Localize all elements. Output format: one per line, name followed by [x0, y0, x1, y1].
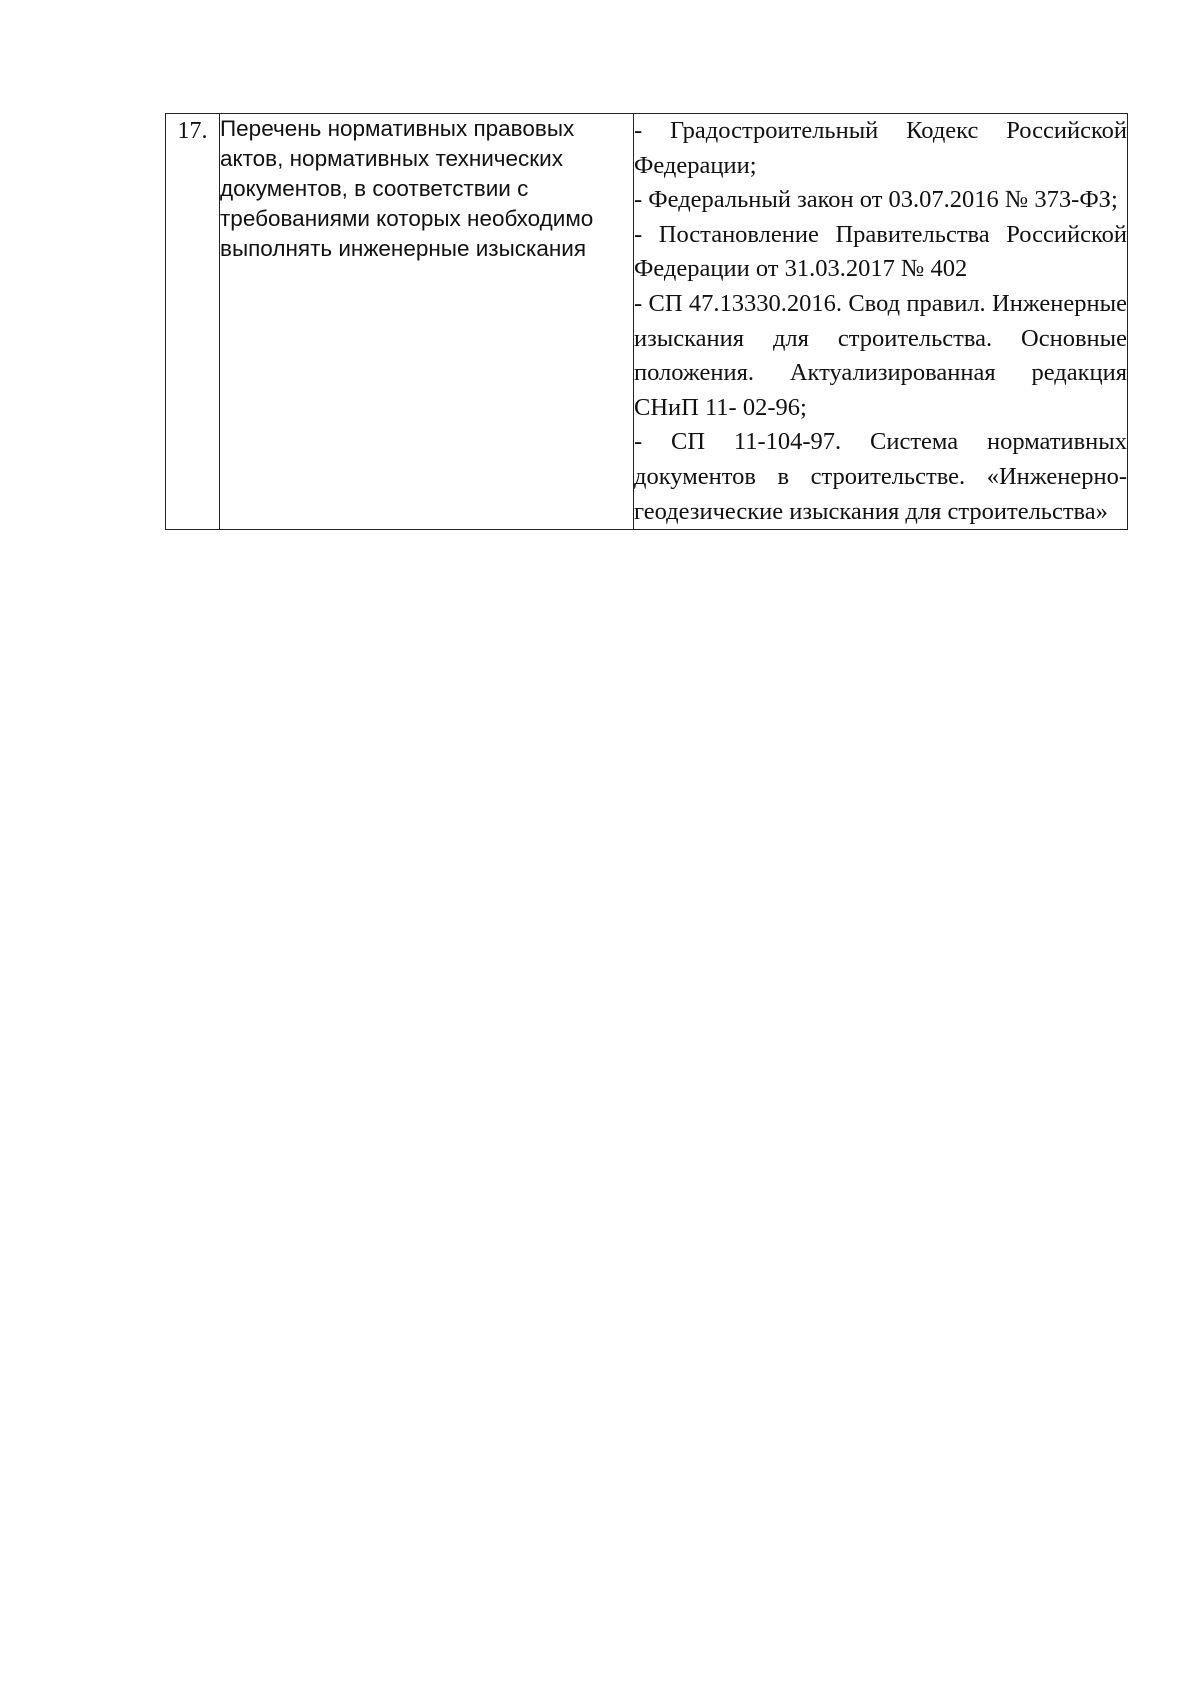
regulations-list [634, 114, 1128, 530]
list-item: - Градостроительный Кодекс Российской Федерации; [634, 117, 1127, 179]
list-item: - Федеральный закон от 03.07.2016 № 373-ФЗ; [634, 186, 1118, 214]
row-title: Перечень нормативных правовых актов, нормативных технических документов, в соответствии с требованиями которых необходимо выполнять инженерные изыскания [220, 114, 634, 530]
requirements-table [165, 113, 1128, 530]
table-row [166, 114, 1128, 530]
list-item: - СП 11-104-97. Система нормативных документов в строительстве. «Инженерно-геодезические изыскания для строительства» [634, 428, 1127, 525]
row-number: 17. [166, 114, 220, 530]
list-item: - СП 47.13330.2016. Свод правил. Инженерные изыскания для строительства. Основные положения. Актуализированная редакция СНиП 11- 02-96; [634, 289, 1127, 421]
list-item: - Постановление Правительства Российской Федерации от 31.03.2017 № 402 [634, 220, 1127, 283]
